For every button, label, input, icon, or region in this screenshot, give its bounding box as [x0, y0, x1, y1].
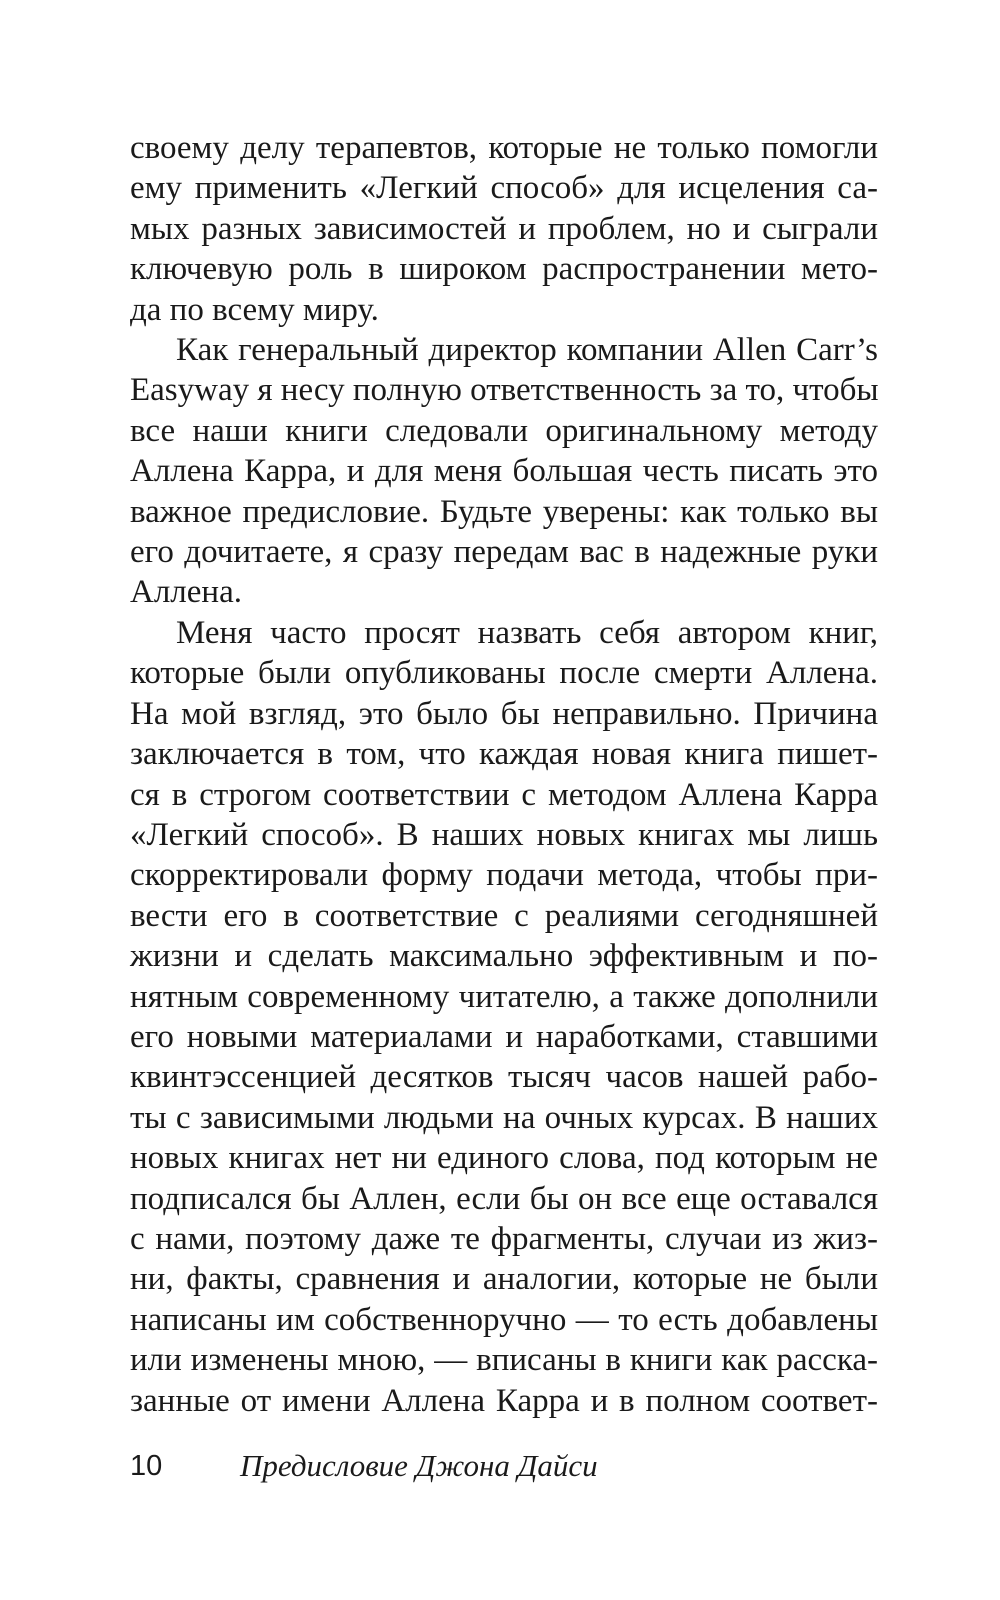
text-line: да по всему миру. — [130, 291, 379, 328]
text-line: важное предисловие. Будьте уверены: как только вы — [130, 493, 878, 530]
text-line: с нами, поэтому даже те фрагменты, случаи из жиз- — [130, 1220, 878, 1257]
text-line: его новыми материалами и наработками, ставшими — [130, 1018, 878, 1055]
text-line: которые были опубликованы после смерти Аллена. — [130, 655, 878, 692]
text-line: нятным современному читателю, а также дополнили — [130, 978, 878, 1015]
text-line: или изменены мною, — вписаны в книги как расска- — [130, 1342, 878, 1379]
text-line: Аллена. — [130, 574, 242, 611]
text-line: вести его в соответствие с реалиями сегодняшней — [130, 897, 878, 934]
text-line: ты с зависимыми людьми на очных курсах. В наших — [130, 1099, 878, 1136]
text-line: Аллена Карра, и для меня большая честь писать это — [130, 453, 878, 490]
text-line: скорректировали форму подачи метода, чтобы при- — [130, 857, 878, 894]
text-line: Меня часто просят назвать себя автором книг, — [176, 614, 878, 651]
text-line: ни, факты, сравнения и аналогии, которые не были — [130, 1261, 878, 1298]
text-line: подписался бы Аллен, если бы он все еще оставался — [130, 1180, 878, 1217]
text-line: написаны им собственноручно — то есть добавлены — [130, 1301, 878, 1338]
text-line: своему делу терапевтов, которые не только помогли — [130, 130, 878, 166]
text-line: новых книгах нет ни единого слова, под которым не — [130, 1140, 878, 1177]
text-line: квинтэссенцией десятков тысяч часов нашей рабо- — [130, 1059, 878, 1096]
page-number: 10 — [130, 1450, 163, 1482]
text-line: «Легкий способ». В наших новых книгах мы лишь — [130, 816, 878, 853]
text-line: На мой взгляд, это было бы неправильно. Причина — [130, 695, 878, 732]
running-head: Предисловие Джона Дайси — [240, 1448, 598, 1483]
text-line: мых разных зависимостей и проблем, но и сыграли — [130, 210, 878, 247]
body-text — [130, 128, 878, 1421]
paragraph-2 — [130, 330, 878, 613]
text-line: заключается в том, что каждая новая книга пишет- — [130, 736, 878, 773]
text-line: жизни и сделать максимально эффективным и по- — [130, 938, 878, 975]
text-line: ключевую роль в широком распространении мето- — [130, 251, 878, 288]
text-line: его дочитаете, я сразу передам вас в надежные руки — [130, 534, 878, 571]
text-line: занные от имени Аллена Карра и в полном соответ- — [130, 1382, 878, 1419]
paragraph-1 — [130, 128, 878, 330]
text-line: Как генеральный директор компании Allen Carr’s — [176, 332, 878, 369]
paragraph-3 — [130, 613, 878, 1421]
text-line: ему применить «Легкий способ» для исцеления са- — [130, 170, 878, 207]
text-line: все наши книги следовали оригинальному методу — [130, 412, 878, 449]
text-line: ся в строгом соответствии с методом Аллена Карра — [130, 776, 878, 813]
text-line: Easyway я несу полную ответственность за то, чтобы — [130, 372, 879, 409]
